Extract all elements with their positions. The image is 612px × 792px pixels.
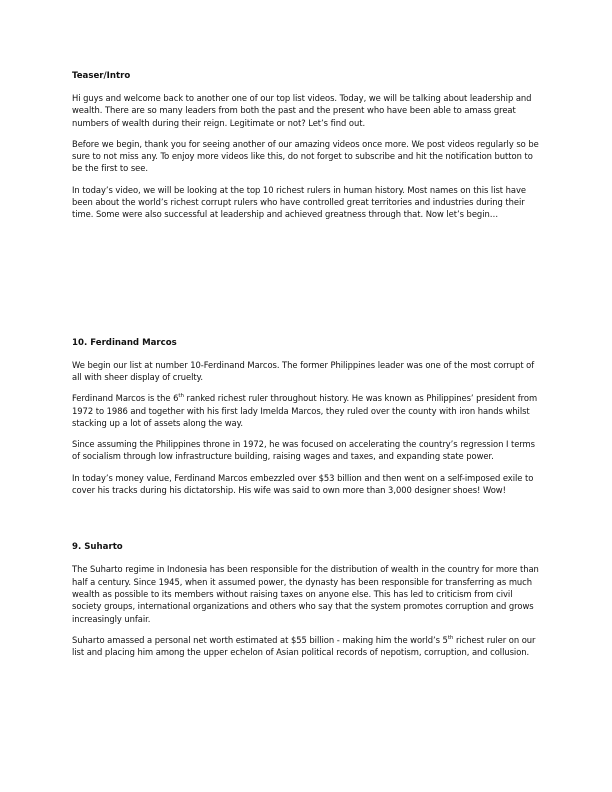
marcos-paragraph-2-text-b: ranked richest ruler throughout history. He was known as Philippines’ president from 1972 to 1986 and together with his first lady Imelda Marcos, they ruled over the county with iron hands whilst stacking up a lot of assets along the way. (72, 393, 538, 428)
marcos-ordinal-suffix: th (178, 393, 184, 400)
section-intro (72, 70, 542, 221)
marcos-paragraph-1: We begin our list at number 10-Ferdinand Marcos. The former Philippines leader was one of the most corrupt of all with sheer display of cruelty. (72, 359, 535, 382)
suharto-paragraph-2-text-b: richest ruler on our list and placing him among the upper echelon of Asian political records of nepotism, corruption, and collusion. (72, 634, 536, 658)
section-spacer (72, 505, 542, 541)
document-page (72, 70, 542, 667)
intro-paragraph-2: Before we begin, thank you for seeing another of our amazing videos once more. We post videos regularly so be sure to not miss any. To enjoy more videos like this, do not forget to subscribe and hit the notification button to be the first to see. (72, 138, 539, 174)
marcos-heading: 10. Ferdinand Marcos (72, 337, 177, 348)
section-suharto (72, 541, 542, 658)
suharto-paragraph-2 (72, 634, 542, 659)
marcos-paragraph-3: Since assuming the Philippines throne in 1972, he was focused on accelerating the country’s regression I terms of socialism through low infrastructure building, raising wages and taxes, and expanding state power. (72, 439, 535, 462)
section-spacer (72, 230, 542, 337)
intro-paragraph-3: In today’s video, we will be looking at the top 10 richest rulers in human history. Most names on this list have been about the world’s richest corrupt rulers who have controlled great territories and industries during their time. Some were also successful at leadership and achieved greatness through that. Now let’s begin… (72, 184, 526, 220)
suharto-heading: 9. Suharto (72, 542, 123, 553)
marcos-paragraph-2-text-a: Ferdinand Marcos is the 6 (72, 393, 179, 404)
intro-paragraph-1: Hi guys and welcome back to another one of our top list videos. Today, we will be talking about leadership and wealth. There are so many leaders from both the past and the present who have been able to amass great numbers of wealth during their reign. Legitimate or not? Let’s find out. (72, 93, 532, 128)
marcos-paragraph-4: In today’s money value, Ferdinand Marcos embezzled over $53 billion and then went on a self-imposed exile to cover his tracks during his dictatorship. His wife was said to own more than 3,000 designer shoes! Wow! (72, 472, 534, 496)
suharto-paragraph-2-text-a: Suharto amassed a personal net worth estimated at $55 billion - making him the world’s 5 (72, 634, 448, 645)
section-marcos (72, 337, 542, 497)
intro-heading: Teaser/Intro (72, 71, 131, 81)
suharto-paragraph-1: The Suharto regime in Indonesia has been responsible for the distribution of wealth in the country for more than half a century. Since 1945, when it assumed power, the dynasty has been responsible for transferring as much wealth as possible to its members without raising taxes on anyone else. This has led to criticism from civil society groups, international organizations and others who say that the system promotes corruption and grows increasingly unfair. (72, 564, 539, 624)
marcos-paragraph-2 (72, 392, 542, 429)
suharto-ordinal-suffix: th (447, 635, 454, 642)
